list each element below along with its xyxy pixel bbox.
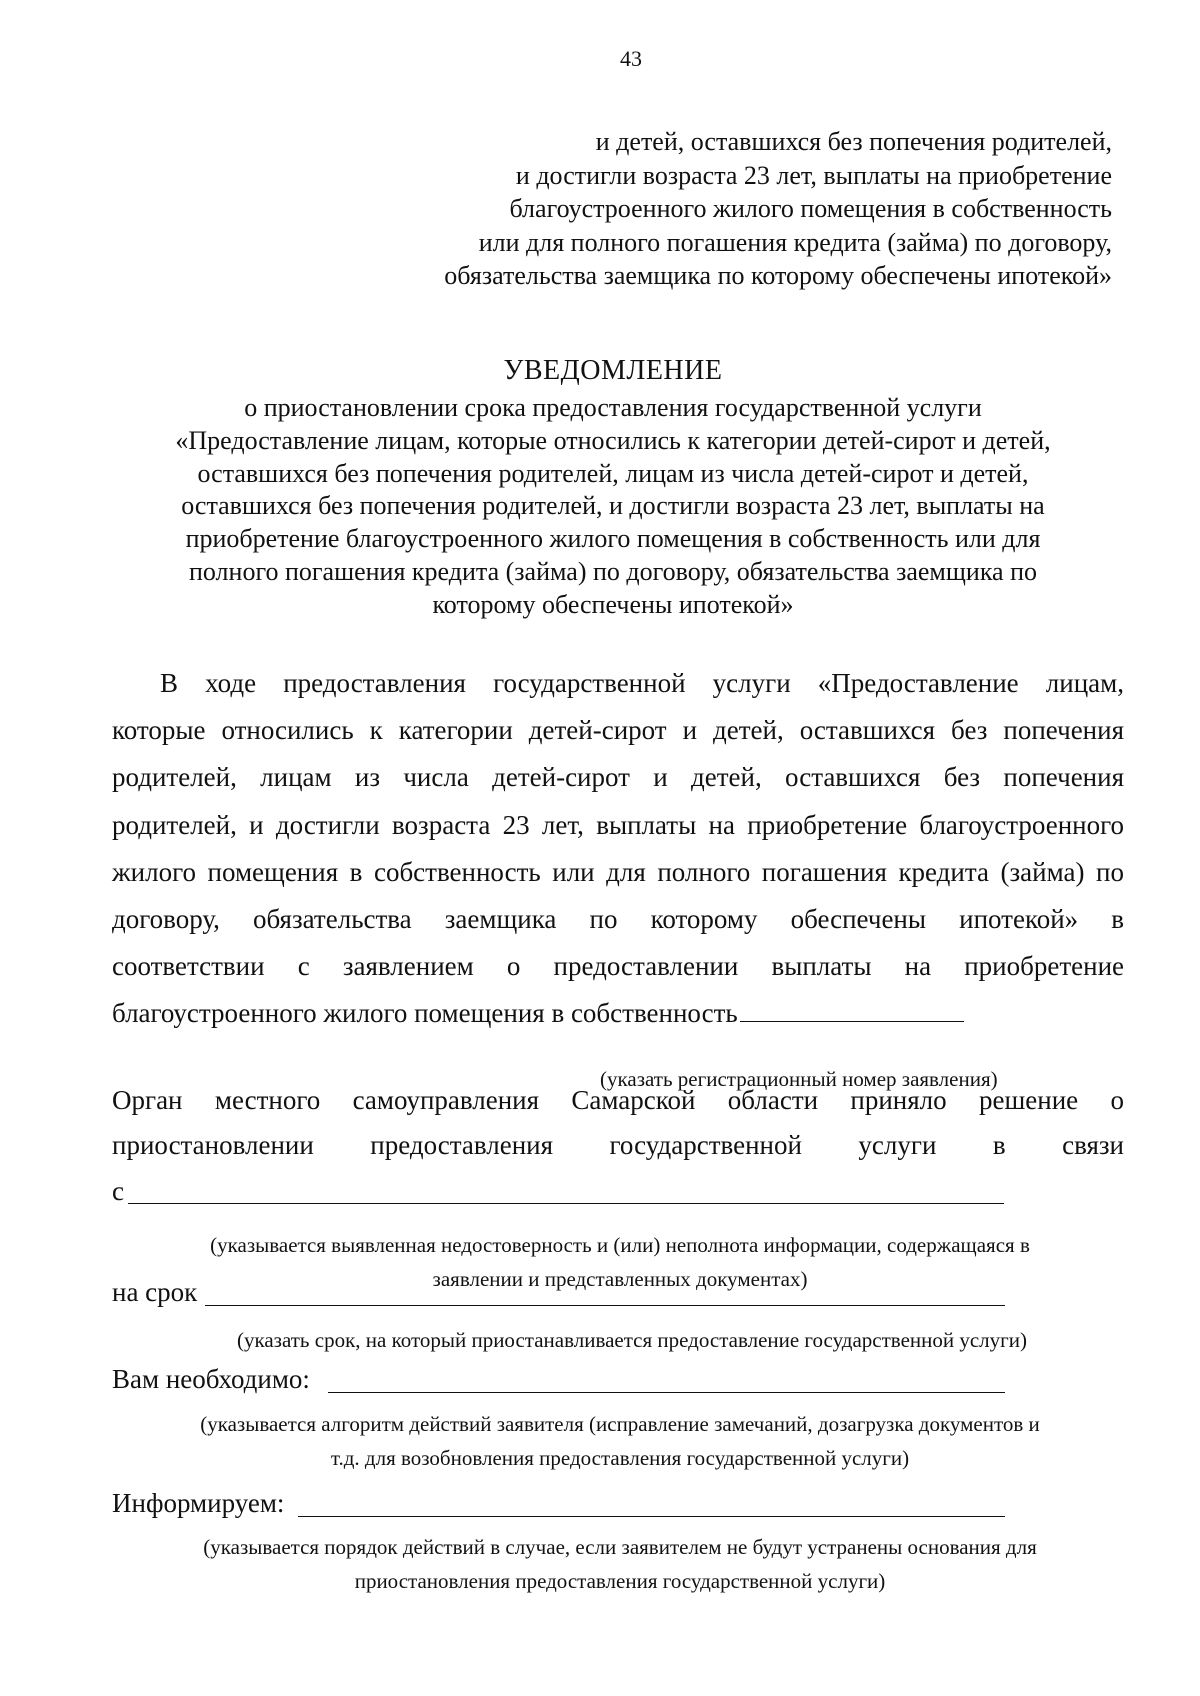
body-paragraph — [112, 660, 1124, 1038]
document-title: УВЕДОМЛЕНИЕ — [503, 355, 723, 386]
needed-label: Вам необходимо: — [112, 1364, 310, 1394]
hint-inform-line: приостановления предоставления государственной услуги) — [354, 1569, 886, 1593]
subtitle-line: которому обеспечены ипотекой» — [432, 589, 794, 619]
registration-number-blank[interactable] — [740, 993, 964, 1022]
appendix-line: и достигли возраста 23 лет, выплаты на приобретение — [515, 160, 1112, 190]
body-line: родителей, и достигли возраста 23 лет, выплаты на приобретение благоустроенного — [112, 809, 1124, 840]
needed-blank[interactable] — [328, 1392, 1005, 1393]
appendix-line: благоустроенного жилого помещения в собственность — [509, 194, 1112, 223]
decision-line-1: Орган местного самоуправления Самарской области приняло решение о — [112, 1085, 1124, 1115]
body-last-text: благоустроенного жилого помещения в собственность — [112, 998, 738, 1029]
term-blank[interactable] — [205, 1305, 1005, 1306]
hint-reason-line: заявлении и представленных документах) — [432, 1267, 808, 1291]
hint-term: (указать срок, на который приостанавливается предоставление государственной услуги) — [236, 1328, 1027, 1352]
appendix-line: обязательства заемщика по которому обеспечены ипотекой» — [444, 261, 1112, 290]
decision-line-2: приостановлении предоставления государственной услуги в связи — [112, 1130, 1124, 1160]
inform-label: Информируем: — [112, 1488, 285, 1518]
body-last-line — [112, 990, 1124, 1037]
document-subtitle — [0, 392, 1200, 622]
subtitle-line: «Предоставление лицам, которые относились к категории детей-сирот и детей, — [175, 425, 1051, 455]
hint-reason-line: (указывается выявленная недостоверность и (или) неполнота информации, содержащаяся в — [210, 1233, 1030, 1257]
hint-needed-line: т.д. для возобновления предоставления государственной услуги) — [330, 1446, 910, 1470]
subtitle-line: оставшихся без попечения родителей, лицам из числа детей-сирот и детей, — [197, 458, 1029, 488]
hint-registration: (указать регистрационный номер заявления) — [600, 1067, 998, 1091]
body-line: которые относились к категории детей-сирот и детей, оставшихся без попечения — [112, 715, 1124, 746]
body-line: договору, обязательства заемщика по которому обеспечены ипотекой» в — [112, 903, 1124, 934]
decision-prefix: с — [112, 1176, 124, 1206]
body-line: жилого помещения в собственность или для полного погашения кредита (займа) по — [112, 856, 1124, 887]
subtitle-line: оставшихся без попечения родителей, и достигли возраста 23 лет, выплаты на — [181, 491, 1045, 521]
hint-inform — [100, 1530, 1140, 1598]
body-line: соответствии с заявлением о предоставлении выплаты на приобретение — [112, 951, 1124, 982]
subtitle-line: о приостановлении срока предоставления государственной услуги — [244, 393, 982, 422]
subtitle-line: полного погашения кредита (займа) по договору, обязательства заемщика по — [188, 556, 1038, 586]
hint-inform-line: (указывается порядок действий в случае, если заявителем не будут устранены основания для — [203, 1535, 1037, 1559]
hint-reason — [100, 1228, 1140, 1296]
body-line: В ходе предоставления государственной услуги «Предоставление лицам, — [160, 668, 1124, 698]
inform-blank[interactable] — [298, 1516, 1005, 1517]
hint-needed-line: (указывается алгоритм действий заявителя (исправление замечаний, дозагрузка документов и — [200, 1412, 1040, 1436]
appendix-header — [352, 125, 1112, 293]
appendix-line: и детей, оставшихся без попечения родителей, — [595, 127, 1112, 156]
body-line: родителей, лицам из числа детей-сирот и детей, оставшихся без попечения — [112, 762, 1124, 793]
subtitle-line: приобретение благоустроенного жилого помещения в собственность или для — [185, 524, 1041, 554]
page-number: 43 — [620, 46, 642, 71]
term-label: на срок — [112, 1277, 198, 1307]
appendix-line: или для полного погашения кредита (займа) по договору, — [478, 227, 1112, 257]
reason-blank[interactable] — [128, 1203, 1004, 1204]
hint-needed — [100, 1407, 1140, 1475]
